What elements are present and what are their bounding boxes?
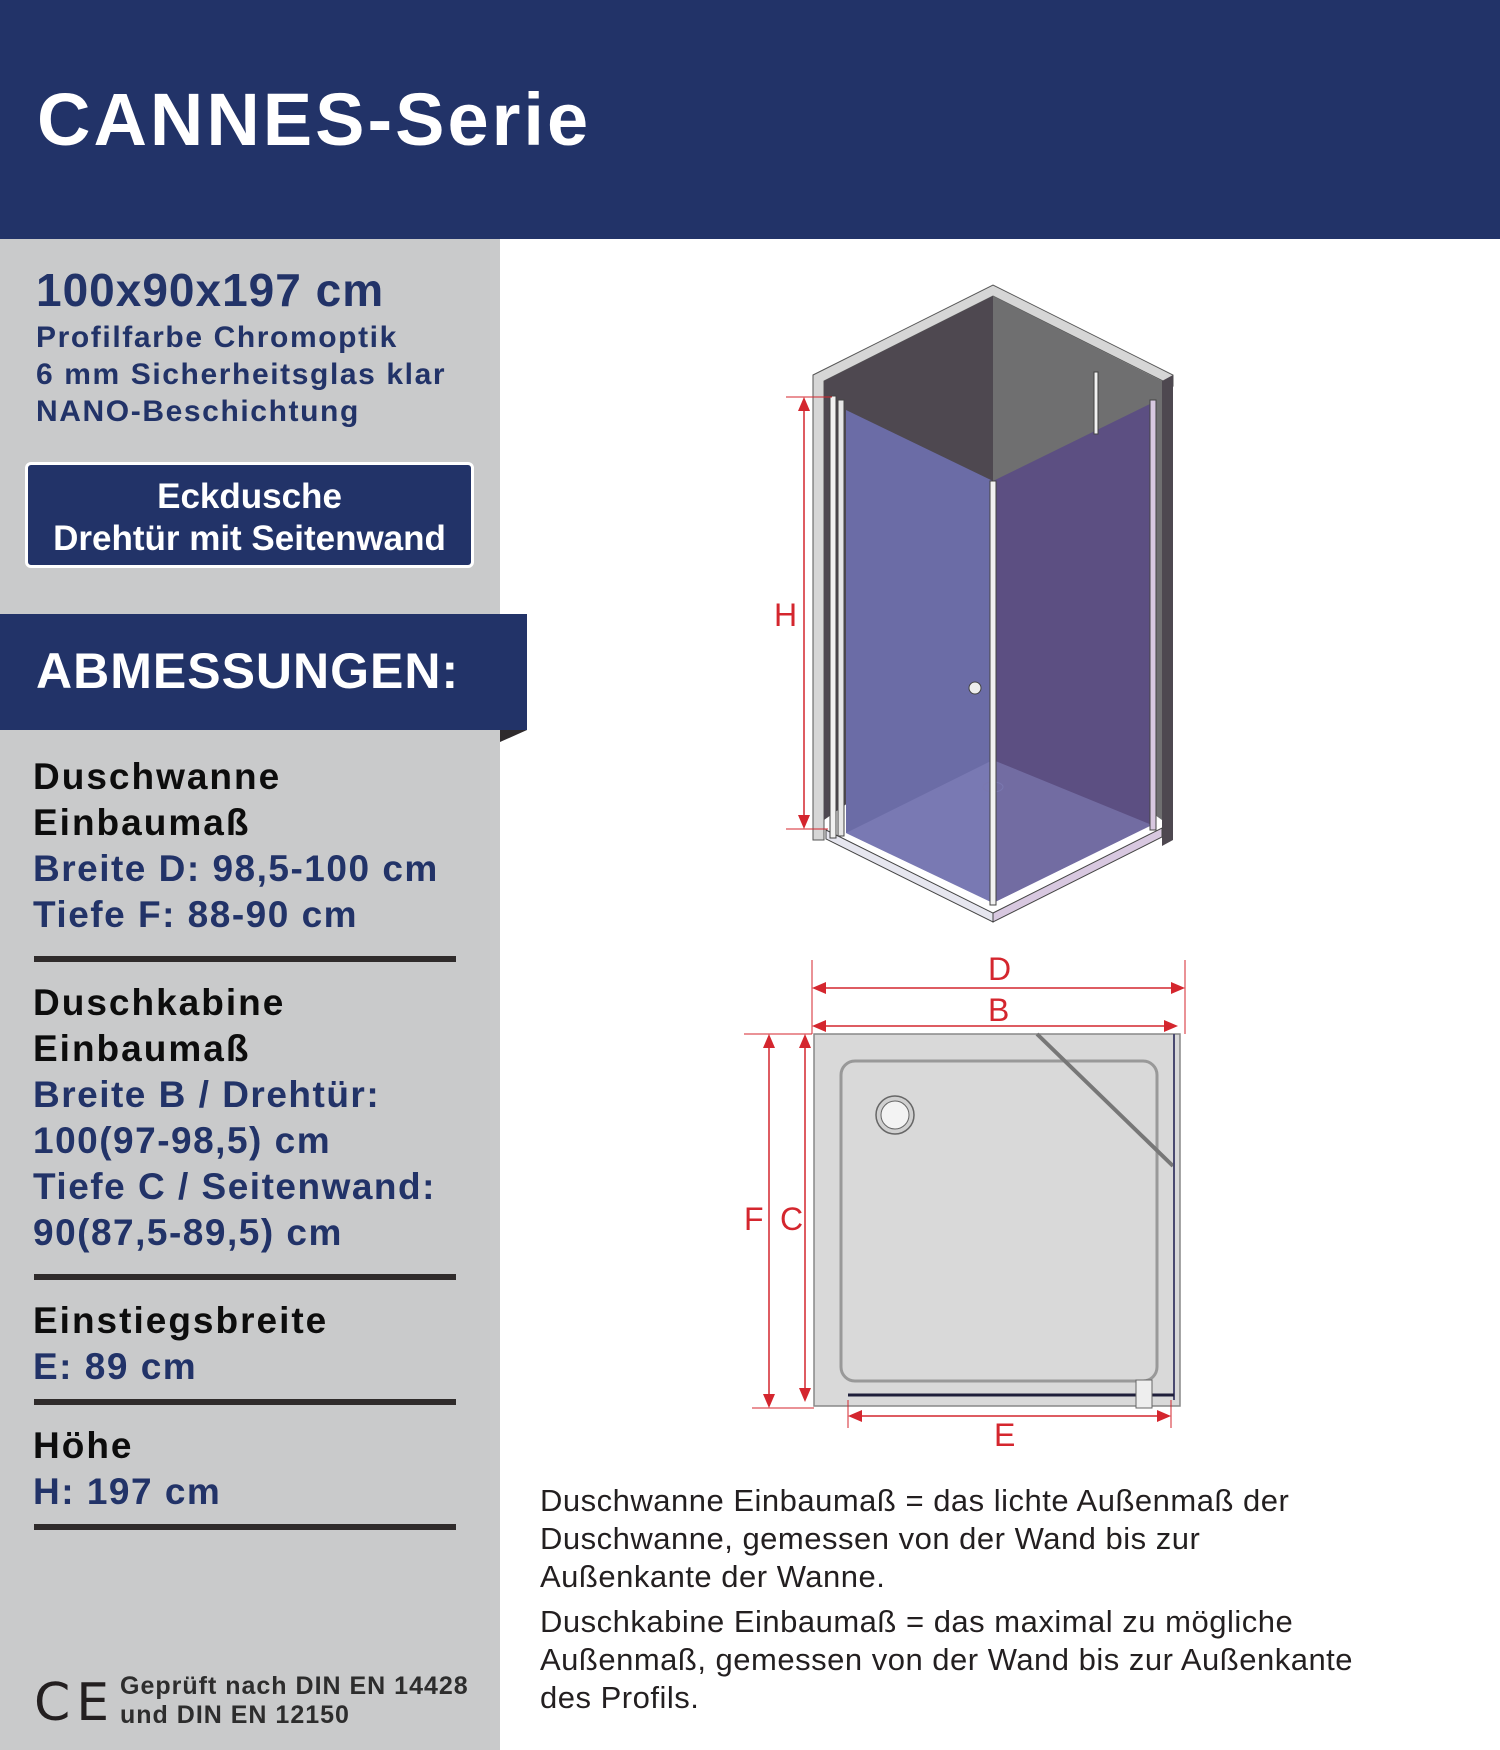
cabin-heading-line-2: Einbaumaß [33,1028,251,1069]
note-cabin-line-2: Außenmaß, gemessen von der Wand bis zur Außenkante [540,1642,1354,1677]
note-tray-line-3: Außenkante der Wanne. [540,1559,886,1594]
height-heading: Höhe [33,1425,134,1466]
tray-width-value: Breite D: 98,5-100 cm [33,848,439,889]
spec-coating: NANO-Beschichtung [36,395,360,428]
cabin-width-value: 100(97-98,5) cm [33,1120,332,1161]
note-cabin-line-3: des Profils. [540,1680,700,1715]
dim-label-f: F [744,1201,764,1237]
note-cabin-line-1: Duschkabine Einbaumaß = das maximal zu mögliche [540,1604,1294,1639]
dim-label-c: C [780,1201,804,1237]
section-divider [34,1274,456,1280]
cabin-depth-label: Tiefe C / Seitenwand: [33,1166,436,1207]
isometric-shower-diagram [760,270,1200,940]
spec-profile-color: Profilfarbe Chromoptik [36,321,398,354]
tray-heading-line-1: Duschwanne [33,756,282,797]
note-tray-line-1: Duschwanne Einbaumaß = das lichte Außenmaß der [540,1483,1290,1518]
stabilizer-bar [1094,372,1098,434]
dim-label-h: H [774,597,798,633]
section-divider [34,956,456,962]
tray-depth-value: Tiefe F: 88-90 cm [33,894,359,935]
tray-heading-line-2: Einbaumaß [33,802,251,843]
ribbon-fold-shadow [500,730,527,742]
side-wall-profile [1150,400,1156,830]
spec-glass: 6 mm Sicherheitsglas klar [36,358,447,391]
cabin-heading-line-1: Duschkabine [33,982,286,1023]
dim-label-b: B [988,992,1010,1028]
corner-profile [990,481,996,905]
note-tray-line-2: Duschwanne, gemessen von der Wand bis zur [540,1521,1201,1556]
door-handle-icon [969,682,981,694]
section-divider [34,1524,456,1530]
dim-label-d: D [988,951,1012,987]
cabin-depth-value: 90(87,5-89,5) cm [33,1212,343,1253]
cabin-width-label: Breite B / Drehtür: [33,1074,381,1115]
height-value: H: 197 cm [33,1471,222,1512]
section-divider [34,1399,456,1405]
type-badge-line-1: Eckdusche [157,477,342,516]
wall-profile [830,396,836,838]
series-title: CANNES-Serie [37,78,592,161]
entry-heading: Einstiegsbreite [33,1300,329,1341]
product-type-badge [25,462,474,568]
dim-label-e: E [994,1417,1016,1453]
type-badge-line-2: Drehtür mit Seitenwand [53,519,446,558]
certification-line-1: Geprüft nach DIN EN 14428 [120,1672,469,1700]
product-size: 100x90x197 cm [36,264,385,316]
ce-mark-icon: CE [34,1673,116,1733]
dimensions-title: ABMESSUNGEN: [36,643,460,699]
top-view-shower-diagram [730,940,1200,1460]
certification-line-2: und DIN EN 12150 [120,1701,350,1729]
hinge-icon [1136,1380,1152,1408]
entry-width-value: E: 89 cm [33,1346,198,1387]
